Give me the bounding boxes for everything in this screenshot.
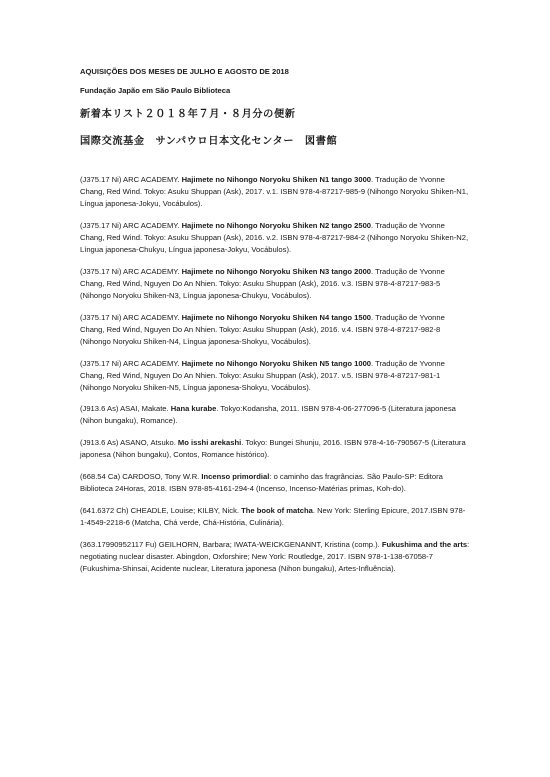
list-item bbox=[80, 220, 470, 256]
list-item bbox=[80, 437, 470, 461]
japanese-institution: 国際交流基金 サンパウロ日本文化センター 図書館 bbox=[80, 136, 338, 147]
list-item bbox=[80, 471, 470, 495]
entry-details: : negotiating nuclear disaster. Abingdon, Oxforshire; New York: Routledge, 2017. ISBN 978-1-138-67058-7 (Fukushima-Shinsai, Acidente nuclear, Literatura japonesa (Nihon bungaku), Artes-Influência). bbox=[80, 539, 470, 573]
entry-call-number-author: (668.54 Ca) CARDOSO, Tony W.R. bbox=[80, 471, 202, 481]
entry-call-number-author: (641.6372 Ch) CHEADLE, Louise; KILBY, Nick. bbox=[80, 505, 242, 515]
list-item bbox=[80, 312, 470, 348]
entry-title: The book of matcha bbox=[241, 505, 313, 515]
entry-call-number-author: (J913.6 As) ASAI, Makate. bbox=[80, 404, 171, 414]
entry-title: Mo isshi arekashi bbox=[177, 438, 242, 448]
entry-details: . Tradução de Yvonne Chang, Red Wind. Tokyo: Asuku Shuppan (Ask), 2016. v.2. ISBN 978-4-87217-984-2 (Nihongo Noryoku Shiken-N2, Língua japonesa-Chukyu, Língua japonesa-Jokyu, Vocábulos). bbox=[80, 220, 469, 255]
entry-call-number-author: (363.17990952117 Fu) GEILHORN, Barbara; IWATA-WEICKGENANNT, Kristina (comp.). bbox=[80, 539, 382, 549]
entry-details: : o caminho das fragrâncias. São Paulo-SP: Editora Biblioteca 24Horas, 2018. ISBN 978-85-4161-294-4 (Incenso, Incenso-Matérias primas, Koh-do). bbox=[80, 471, 443, 494]
entry-call-number-author: (J375.17 Ni) ARC ACADEMY. bbox=[80, 220, 182, 230]
entry-title: Hajimete no Nihongo Noryoku Shiken N2 tango 2500 bbox=[181, 220, 372, 230]
entry-title: Fukushima and the arts bbox=[381, 539, 468, 549]
list-item bbox=[80, 358, 470, 394]
institution-name: Fundação Japão em São Paulo Biblioteca bbox=[80, 86, 231, 95]
list-item bbox=[80, 505, 470, 529]
entry-call-number-author: (J375.17 Ni) ARC ACADEMY. bbox=[80, 266, 182, 276]
entry-title: Incenso primordial bbox=[201, 471, 270, 481]
entry-details: . Tokyo:Kodansha, 2011. ISBN 978-4-06-277096-5 (Literatura japonesa (Nihon bungaku), Romance). bbox=[80, 404, 456, 426]
list-item bbox=[80, 266, 470, 302]
list-item bbox=[80, 174, 470, 210]
entry-details: . Tokyo: Bungei Shunju, 2016. ISBN 978-4-16-790567-5 (Literatura japonesa (Nihon bungaku), Contos, Romance histórico). bbox=[80, 438, 466, 460]
entry-details: . Tradução de Yvonne Chang, Red Wind, Nguyen Do An Nhien. Tokyo: Asuku Shuppan (Ask), 2017. v.5. ISBN 978-4-87217-981-1 (Nihongo Noryoku Shiken-N5, Língua japonesa-Shokyu, Vocábulos). bbox=[80, 358, 445, 392]
entry-details: . Tradução de Yvonne Chang, Red Wind, Nguyen Do An Nhien. Tokyo: Asuku Shuppan (Ask), 2016. v.3. ISBN 978-4-87217-983-5 (Nihongo Noryoku Shiken-N3, Língua japonesa-Chukyu, Vocábulos). bbox=[80, 266, 445, 300]
entry-title: Hajimete no Nihongo Noryoku Shiken N1 tango 3000 bbox=[181, 175, 372, 184]
entry-call-number-author: (J375.17 Ni) ARC ACADEMY. bbox=[80, 175, 182, 184]
japanese-title: 新着本リスト２０１８年７月・８月分の便新 bbox=[80, 109, 296, 120]
acquisitions-list bbox=[80, 174, 470, 575]
entry-call-number-author: (J375.17 Ni) ARC ACADEMY. bbox=[80, 358, 182, 368]
entry-call-number-author: (J913.6 As) ASANO, Atsuko. bbox=[80, 438, 178, 448]
entry-title: Hajimete no Nihongo Noryoku Shiken N3 tango 2000 bbox=[181, 266, 372, 276]
entry-call-number-author: (J375.17 Ni) ARC ACADEMY. bbox=[80, 312, 182, 322]
entry-title: Hajimete no Nihongo Noryoku Shiken N5 tango 1000 bbox=[181, 358, 372, 368]
list-item bbox=[80, 539, 470, 575]
document-title: AQUISIÇÕES DOS MESES DE JULHO E AGOSTO DE 2018 bbox=[80, 67, 289, 76]
entry-details: . Tradução de Yvonne Chang, Red Wind. Tokyo: Asuku Shuppan (Ask), 2017. v.1. ISBN 978-4-87217-985-9 (Nihongo Noryoku Shiken-N1, Língua japonesa-Jokyu, Vocábulos). bbox=[80, 175, 469, 209]
document-page bbox=[80, 66, 470, 584]
entry-details: . New York: Sterling Epicure, 2017.ISBN 978-1-4549-2218-6 (Matcha, Chá verde, Chá-História, Culinária). bbox=[80, 505, 466, 527]
list-item bbox=[80, 403, 470, 427]
entry-details: . Tradução de Yvonne Chang, Red Wind, Nguyen Do An Nhien. Tokyo: Asuku Shuppan (Ask), 2016. v.4. ISBN 978-4-87217-982-8 (Nihongo Noryoku Shiken-N4, Língua japonesa-Shokyu, Vocábulos). bbox=[80, 312, 445, 346]
entry-title: Hana kurabe bbox=[170, 404, 217, 414]
entry-title: Hajimete no Nihongo Noryoku Shiken N4 tango 1500 bbox=[181, 312, 372, 322]
